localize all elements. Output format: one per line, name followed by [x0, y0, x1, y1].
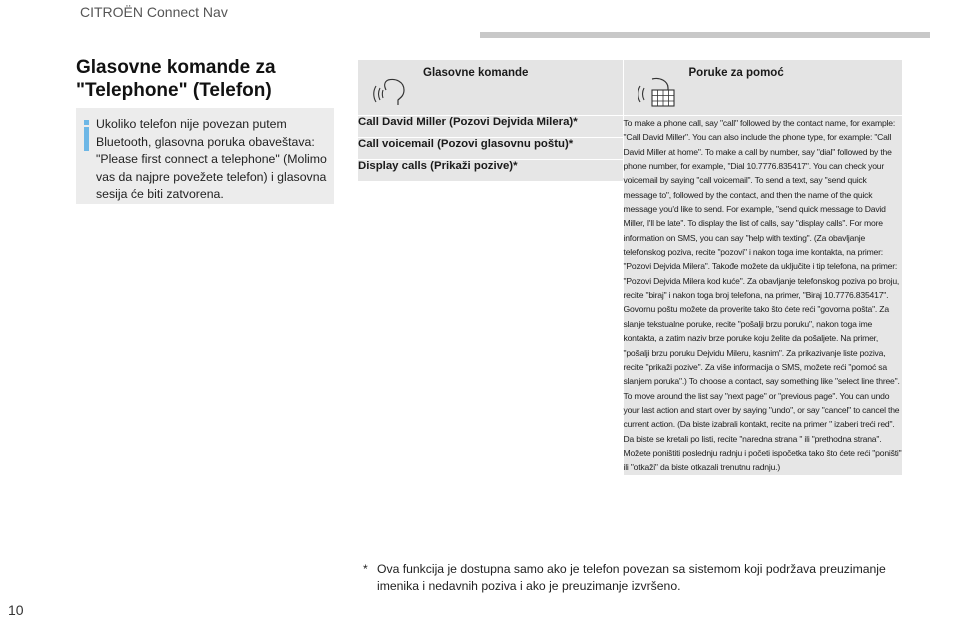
info-box: [76, 108, 334, 204]
command-cell: Call voicemail (Pozovi glasovnu poštu)*: [358, 138, 624, 160]
column-header-help-label: Poruke za pomoć: [688, 67, 784, 79]
page-title: Glasovne komande za "Telephone" (Telefon): [76, 57, 276, 101]
page-number: 10: [8, 602, 24, 618]
voice-commands-table: [357, 59, 903, 476]
command-cell: Call David Miller (Pozovi Dejvida Milera)*: [358, 116, 624, 138]
info-text: Ukoliko telefon nije povezan putem Bluetooth, glasovna poruka obaveštava: "Please first connect a telephone" (Molimo vas da najpre povežete telefon) i glasovna sesija će biti zatvorena.: [96, 117, 327, 201]
column-header-commands-label: Glasovne komande: [423, 67, 529, 79]
command-cell: Display calls (Prikaži pozive)*: [358, 160, 624, 182]
footnote: [363, 561, 903, 595]
voice-help-icon: [638, 76, 678, 108]
footnote-marker: *: [363, 562, 368, 576]
info-icon: [84, 120, 90, 151]
footnote-text: Ova funkcija je dostupna samo ako je telefon povezan sa sistemom koji podržava preuzimanje imenika i nedavnih poziva i ako je preuzimanje izvršeno.: [377, 562, 886, 593]
empty-cell: [358, 182, 624, 476]
help-message-text: To make a phone call, say "call" followed by the contact name, for example: "Call David Miller". You can also include the phone type, for example: "Call David Miller at home". To make a call by number, say "dial" followed by the phone number, for example, "Dial 10.7776.835417". You can check your voicemail by saying "call voicemail". To send a text, say "send quick message to", followed by the contact, and then the name of the quick message you'd like to send. For example, "send quick message to David Miller, I'll be late". To display the list of calls, say "display calls". For more information on SMS, you can say "help with texting". (Za obavljanje telefonskog poziva, recite "pozovi" i nakon toga ime kontakta, na primer: "Pozovi Dejvida Milera". Takođe možete da uključite i tip telefona, na primer: "Pozovi Dejvida Milera kod kuće". Za obavljanje telefonskog poziva po broju, recite "biraj" i nakon toga broj telefona, na primer, "Biraj 10.7776.835417". Govornu poštu možete da proverite tako što ćete reći "govorna pošta". Za slanje tekstualne poruke, recite "pošalji brzu poruku", nakon toga ime kontakta, a zatim naziv brze poruke koju želite da pošaljete. Na primer, "pošalji brzu poruku Dejvidu Mileru, kasnim". Za prikazivanje liste poziva, recite "prikaži pozive". Za više informacija o SMS, možete reći "pomoć sa slanjem poruka".) To choose a contact, say something like "select line three". To move around the list say "next page" or "previous page". You can undo your last action and start over by saying "undo", or say "cancel" to cancel the current action. (Da biste izabrali kontakt, recite na primer " izaberi treći red". Da biste se kretali po listi, recite "naredna strana " ili "prethodna strana". Možete poništiti poslednju radnju i početi ispočetka tako što ćete reći "poništi" ili "otkaži" da biste otkazali trenutnu radnju.): [623, 116, 903, 476]
header-divider-bar: [480, 32, 930, 38]
column-header-help: [623, 60, 903, 116]
header-title: CITROËN Connect Nav: [80, 4, 228, 20]
column-header-commands: [358, 60, 624, 116]
voice-command-icon: [372, 76, 408, 106]
